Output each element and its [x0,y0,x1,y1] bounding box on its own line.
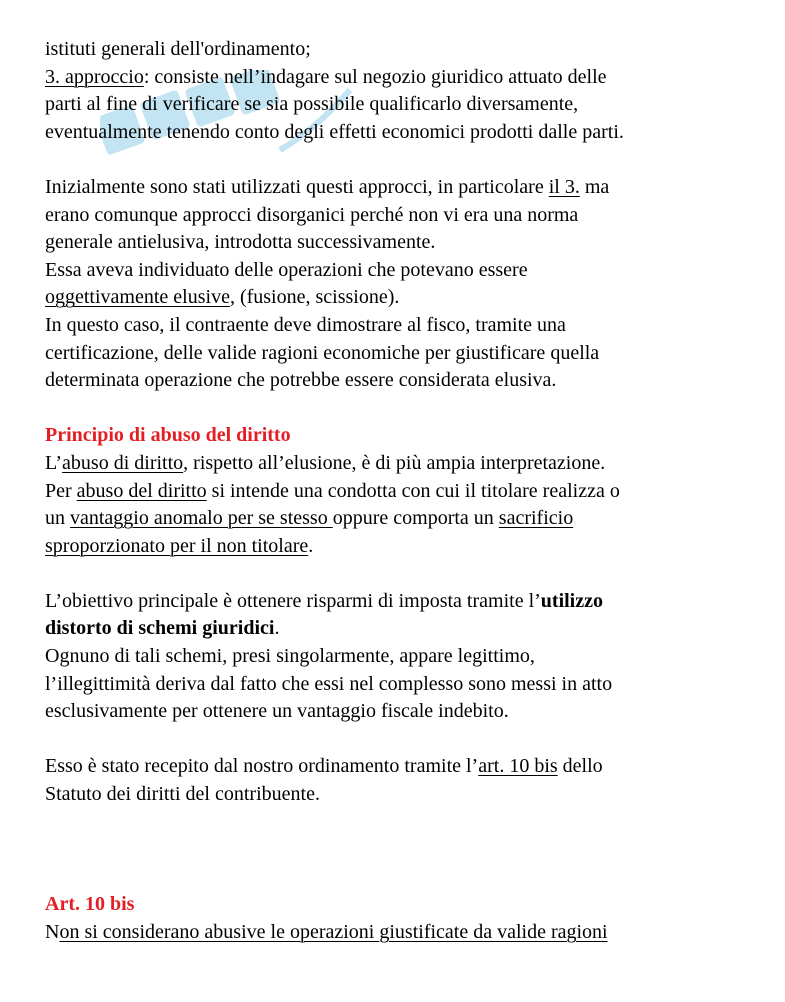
section-heading: Art. 10 bis [45,893,135,916]
underlined-text: art. 10 bis [478,755,558,778]
text-line [45,698,745,726]
text: Essa aveva individuato delle operazioni che potevano essere [45,258,528,281]
text: si intende una condotta con cui il titolare realizza o [206,479,620,502]
underlined-text: vantaggio anomalo per se stesso [70,507,333,530]
text-line [45,478,745,506]
text-line [45,91,745,119]
underlined-text: abuso di diritto [62,451,184,474]
text: dello [557,755,603,778]
document-page [45,36,745,946]
text-line [45,64,745,92]
text-line [45,229,745,257]
text-line [45,671,745,699]
bold-text: utilizzo [540,589,603,612]
text: . [274,617,280,640]
text: erano comunque approcci disorganici perché non vi era una norma [45,203,579,226]
text: determinata operazione che potrebbe essere considerata elusiva. [45,369,557,392]
text-line [45,202,745,230]
underlined-text: on si considerano abusive le operazioni [59,920,380,943]
text-line [45,340,745,368]
text: ma [579,175,610,198]
text: , (fusione, scissione). [229,286,400,309]
text-line [45,533,745,561]
text: Esso è stato recepito dal nostro ordinamento tramite l’ [45,755,479,778]
underlined-text: il 3. [548,175,580,198]
text: oppure comporta un [332,507,499,530]
text-line [45,312,745,340]
text-line [45,753,745,781]
text: un [45,507,70,530]
text-line [45,367,745,395]
text: Per [45,479,77,502]
text-line [45,781,745,809]
text: generale antielusiva, introdotta successivamente. [45,231,436,254]
text-line [45,284,745,312]
text: eventualmente tenendo conto degli effetti economici prodotti dalle parti. [45,120,624,143]
text-line [45,450,745,478]
text: . [308,534,314,557]
text: : consiste nell’indagare sul negozio giuridico attuato delle [143,65,607,88]
underlined-text: abuso del diritto [76,479,207,502]
underlined-text: oggettivamente elusive [45,286,230,309]
text: l’illegittimità deriva dal fatto che essi nel complesso sono messi in atto [45,672,613,695]
text: Ognuno di tali schemi, presi singolarmente, appare legittimo, [45,645,535,668]
text-line [45,119,745,147]
text: Statuto dei diritti del contribuente. [45,783,320,806]
text: Inizialmente sono stati utilizzati questi approcci, in particolare [45,175,549,198]
text: certificazione, delle valide ragioni economiche per giustificare quella [45,341,600,364]
text: , rispetto all’elusione, è di più ampia interpretazione. [183,451,606,474]
underlined-text: giustificate da valide ragioni [379,920,608,943]
text: N [45,920,60,943]
text: In questo caso, il contraente deve dimostrare al fisco, tramite una [45,313,566,336]
text: L’ [45,451,63,474]
underlined-text: 3. approccio [45,65,144,88]
text-line [45,36,745,64]
text-line [45,588,745,616]
bold-text: distorto di schemi giuridici [45,617,275,640]
text-line [45,615,745,643]
text: esclusivamente per ottenere un vantaggio fiscale indebito. [45,700,509,723]
text-line [45,257,745,285]
section-heading: Principio di abuso del diritto [45,424,291,447]
text-line [45,919,745,947]
text: istituti generali dell'ordinamento; [45,38,311,60]
text-line [45,643,745,671]
text-line [45,505,745,533]
text-line [45,174,745,202]
underlined-text: sproporzionato per il non titolare [45,534,309,557]
underlined-text: sacrificio [498,507,574,530]
text: L’obiettivo principale è ottenere risparmi di imposta tramite l’ [45,589,541,612]
text: parti al fine di verificare se sia possibile qualificarlo diversamente, [45,93,579,116]
